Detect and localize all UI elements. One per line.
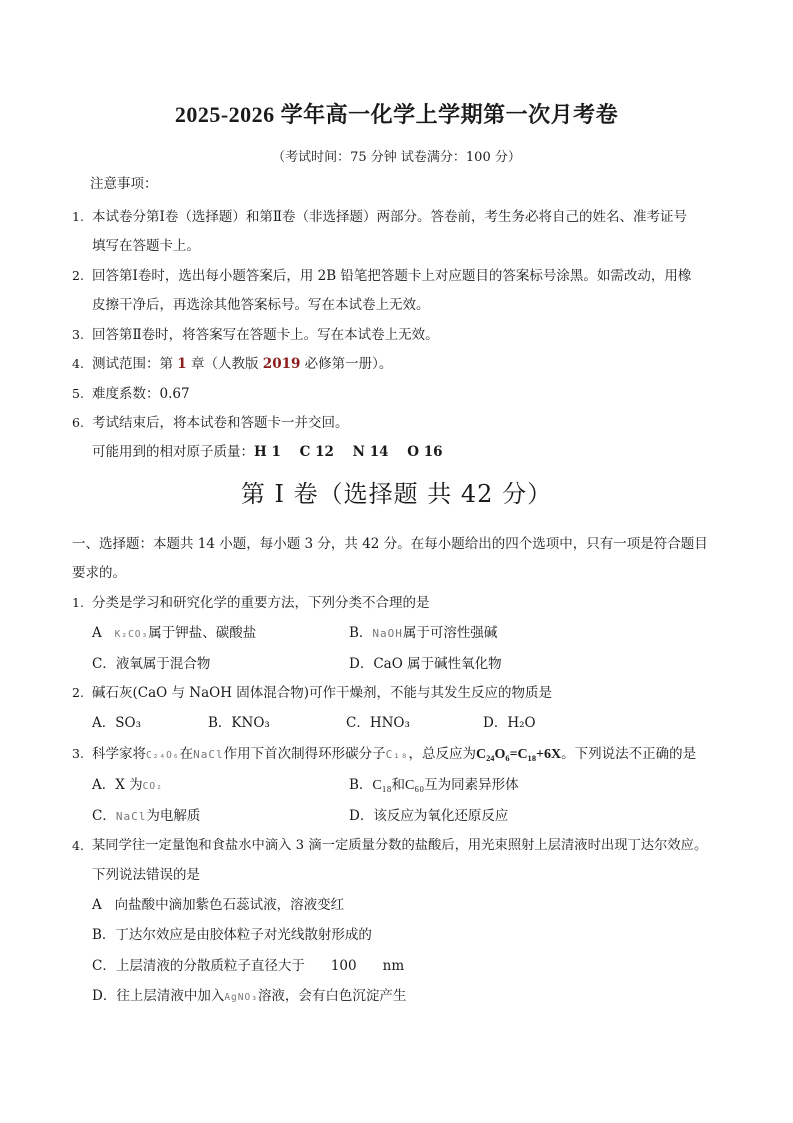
option-label: D． — [349, 656, 374, 672]
formula: AgNO₃ — [224, 992, 258, 1003]
stem-text: 在 — [179, 746, 194, 762]
formula: K₂CO₃ — [114, 629, 149, 640]
option-text: 属于可溶性强碱 — [402, 625, 498, 641]
note-number: 6. — [72, 415, 84, 430]
note-scope-chapter: 1 — [177, 356, 187, 372]
option-c: C．HNO₃ — [346, 715, 410, 731]
note-scope-year: 2019 — [262, 356, 301, 372]
option-a — [92, 775, 163, 797]
note-scope-post: 必修第一册）。 — [300, 356, 393, 372]
question-stem: 分类是学习和研究化学的重要方法，下列分类不合理的是 — [92, 595, 430, 611]
option-text: 液氧属于混合物 — [115, 656, 211, 672]
note-text: 考试结束后，将本试卷和答题卡一并交回。 — [92, 415, 349, 431]
formula: NaCl — [115, 810, 147, 823]
stem-text: 科学家将 — [92, 746, 146, 762]
atomic-mass-label: 可能用到的相对原子质量： — [92, 444, 254, 460]
note-number: 3. — [72, 327, 84, 342]
note-text: 本试卷分第Ⅰ卷（选择题）和第Ⅱ卷（非选择题）两部分。答卷前，考生务必将自己的姓名、准考证号 — [92, 209, 688, 225]
note-number: 4. — [72, 356, 84, 371]
note-text: 回答第Ⅰ卷时，选出每小题答案后，用 2B 铅笔把答题卡上对应题目的答案标号涂黑。如需改动，用橡 — [92, 268, 692, 284]
formula: C₂₄O₆ — [146, 750, 180, 761]
question-number: 4. — [72, 838, 84, 853]
exam-title: 2025-2026 学年高一化学上学期第一次月考卷 — [174, 102, 619, 127]
note-scope-pre: 测试范围：第 — [92, 356, 178, 372]
option-c — [92, 654, 210, 674]
option-text: 互为同素异形体 — [424, 777, 519, 793]
question-number: 3. — [72, 746, 84, 761]
reaction-equation: C₂₄O₆=C₁₈+6X — [475, 747, 562, 762]
stem-text: 。下列说法不正确的是 — [561, 746, 697, 762]
option-b — [349, 623, 497, 644]
question-stem: 某同学往一定量饱和食盐水中滴入 3 滴一定质量分数的盐酸后，用光束照射上层清液时出现丁达尔效应。 — [92, 838, 708, 853]
option-text: D．往上层清液中加入 — [92, 988, 225, 1004]
atomic-mass-line — [92, 442, 443, 462]
part1-instructions: 一、选择题：本题共 14 小题，每小题 3 分，共 42 分。在每小题给出的四个选项中，只有一项是符合题目 — [72, 536, 708, 552]
option-label: B． — [349, 625, 373, 641]
question-number: 2. — [72, 685, 84, 700]
option-text: 溶液，会有白色沉淀产生 — [257, 988, 407, 1004]
part1-instructions: 要求的。 — [72, 565, 126, 581]
option-text: C．上层清液的分散质粒子直径大于 — [92, 958, 305, 974]
option-a: A 向盐酸中滴加紫色石蕊试液，溶液变红 — [92, 897, 345, 913]
option-d: D．H₂O — [483, 715, 536, 731]
exam-subtitle: （考试时间：75 分钟 试卷满分：100 分） — [272, 150, 521, 165]
option-c — [92, 806, 200, 827]
option-d — [92, 986, 406, 1008]
note-scope — [92, 354, 392, 374]
option-text: 属于钾盐、碳酸盐 — [148, 625, 257, 641]
note-number: 5. — [72, 386, 84, 401]
formula: C₆₀ — [405, 778, 425, 793]
option-text: 为电解质 — [146, 808, 201, 824]
option-label: A — [92, 625, 102, 641]
note-text: 填写在答题卡上。 — [92, 238, 200, 254]
option-b: B．丁达尔效应是由胶体粒子对光线散射形成的 — [92, 927, 372, 943]
formula: CO₂ — [142, 781, 163, 792]
note-text: 皮擦干净后，再选涂其他答案标号。写在本试卷上无效。 — [92, 297, 430, 313]
option-d: D．该反应为氧化还原反应 — [349, 808, 509, 824]
option-b: B．KNO₃ — [208, 715, 270, 731]
option-label: A．X 为 — [92, 777, 143, 793]
note-number: 2. — [72, 268, 84, 283]
note-text: 回答第Ⅱ卷时，将答案写在答题卡上。写在本试卷上无效。 — [92, 327, 439, 343]
option-value: 100 — [330, 958, 357, 974]
question-number: 1. — [72, 595, 84, 610]
note-number: 1. — [72, 209, 84, 224]
option-label: B． — [349, 777, 373, 793]
formula: C₁₈ — [372, 778, 392, 793]
formula: NaCl — [193, 748, 224, 761]
option-b — [349, 775, 519, 796]
question-stem: 碱石灰(CaO 与 NaOH 固体混合物)可作干燥剂，不能与其发生反应的物质是 — [92, 685, 553, 701]
notes-heading: 注意事项： — [90, 176, 158, 192]
formula: NaOH — [372, 627, 403, 640]
option-label: C． — [92, 656, 116, 672]
option-label: C． — [92, 808, 116, 824]
option-unit: nm — [382, 958, 405, 974]
part1-title: 第 Ⅰ 卷（选择题 共 42 分） — [240, 480, 553, 508]
formula: C₁₈ — [385, 748, 409, 761]
option-d — [349, 654, 502, 674]
stem-text: 作用下首次制得环形碳分子 — [223, 746, 386, 762]
option-c — [92, 956, 404, 976]
stem-text: ，总反应为 — [408, 746, 476, 762]
question-stem: 下列说法错误的是 — [92, 867, 200, 883]
note-scope-mid: 章（人教版 — [186, 356, 263, 372]
option-a: A．SO₃ — [92, 715, 141, 731]
question-stem — [92, 744, 696, 766]
note-text: 难度系数：0.67 — [92, 386, 190, 402]
option-text: CaO 属于碱性氧化物 — [373, 656, 502, 672]
atomic-mass-values: H 1 C 12 N 14 O 16 — [254, 444, 443, 460]
option-a — [92, 623, 256, 645]
option-text: 和 — [391, 777, 406, 793]
